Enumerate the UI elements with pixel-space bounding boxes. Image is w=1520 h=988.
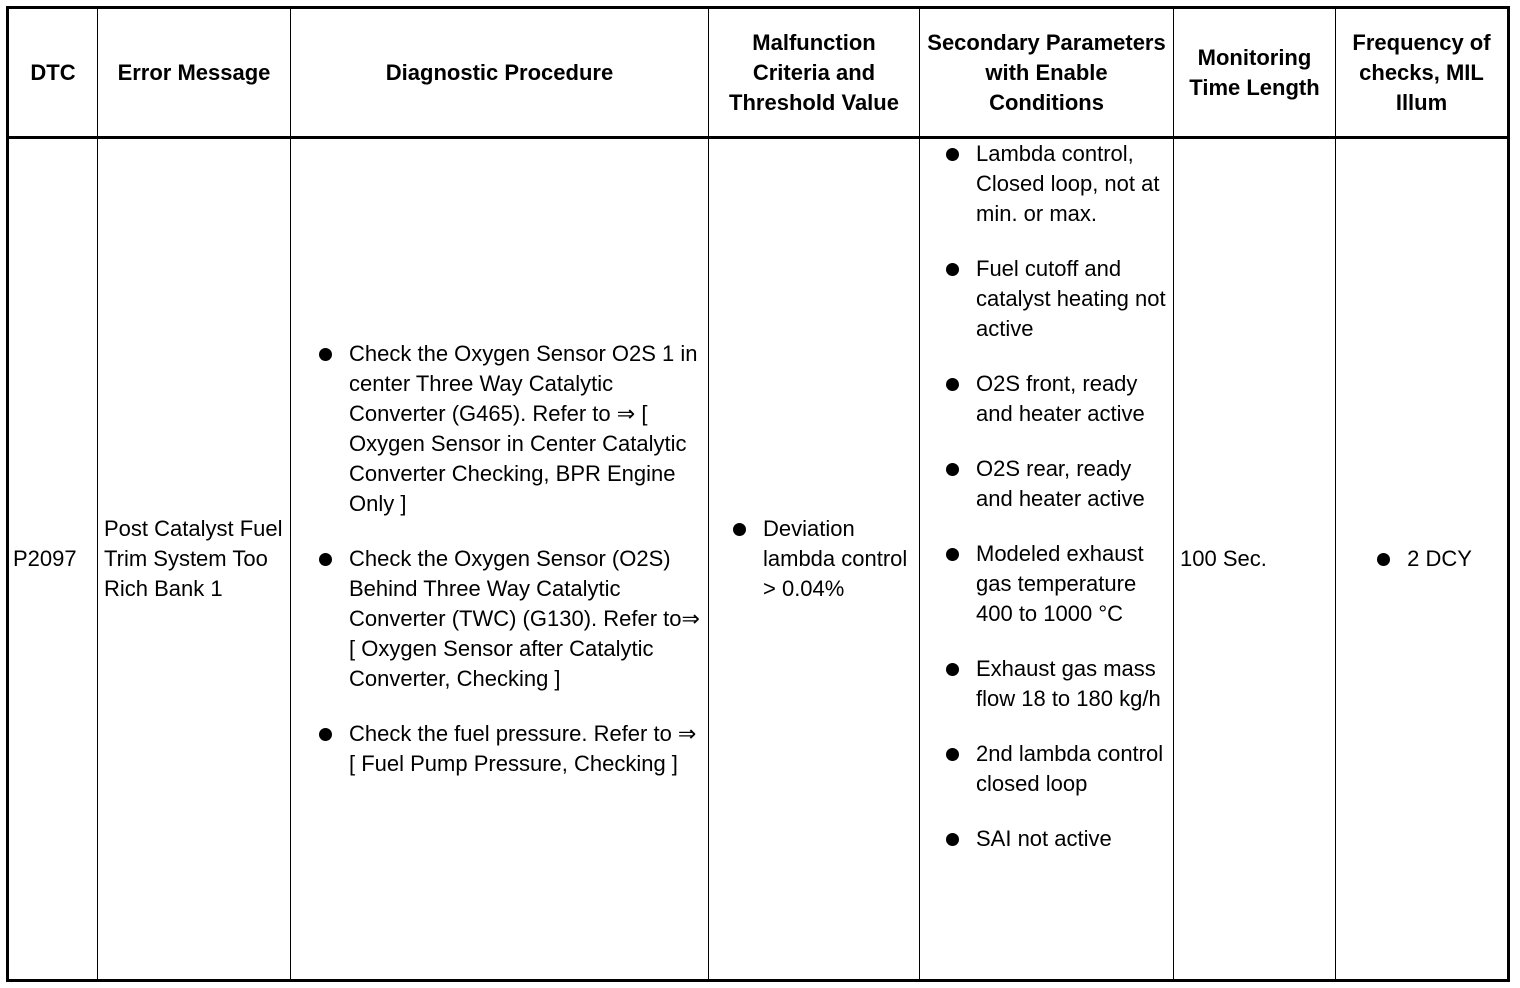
header-error-message: Error Message: [98, 8, 291, 138]
table-row: [8, 138, 1509, 981]
list-item: Check the Oxygen Sensor (O2S) Behind Three Way Catalytic Converter (TWC) (G130). Refer to⇒ [ Oxygen Sensor after Catalytic Converter, Checking ]: [313, 544, 702, 694]
monitoring-time: 100 Sec.: [1174, 138, 1336, 981]
list-item: Fuel cutoff and catalyst heating not active: [940, 254, 1167, 344]
header-frequency: Frequency of checks, MIL Illum: [1336, 8, 1509, 138]
diagnostic-procedure-cell: [291, 138, 709, 981]
list-item: Lambda control, Closed loop, not at min. or max.: [940, 139, 1167, 229]
header-secondary-parameters: Secondary Parameters with Enable Conditions: [920, 8, 1174, 138]
secondary-parameters-cell: [920, 138, 1174, 981]
header-diagnostic-procedure: Diagnostic Procedure: [291, 8, 709, 138]
list-item: Check the Oxygen Sensor O2S 1 in center Three Way Catalytic Converter (G465). Refer to ⇒ [ Oxygen Sensor in Center Catalytic Converter Checking, BPR Engine Only ]: [313, 339, 702, 519]
secondary-parameters-list: [926, 139, 1167, 854]
header-malfunction-criteria: Malfunction Criteria and Threshold Value: [709, 8, 920, 138]
frequency-list: [1371, 544, 1472, 574]
list-item: SAI not active: [940, 824, 1167, 854]
list-item: Check the fuel pressure. Refer to ⇒ [ Fuel Pump Pressure, Checking ]: [313, 719, 702, 779]
frequency-cell: [1336, 138, 1509, 981]
list-item: O2S front, ready and heater active: [940, 369, 1167, 429]
list-item: 2 DCY: [1371, 544, 1472, 574]
list-item: Modeled exhaust gas temperature 400 to 1000 °C: [940, 539, 1167, 629]
header-dtc: DTC: [8, 8, 98, 138]
list-item: O2S rear, ready and heater active: [940, 454, 1167, 514]
dtc-code: P2097: [8, 138, 98, 981]
malfunction-criteria-cell: [709, 138, 920, 981]
dtc-table: [6, 6, 1510, 982]
header-row: [8, 8, 1509, 138]
header-monitoring-time: Monitoring Time Length: [1174, 8, 1336, 138]
list-item: Exhaust gas mass flow 18 to 180 kg/h: [940, 654, 1167, 714]
list-item: Deviation lambda control > 0.04%: [727, 514, 909, 604]
error-message: Post Catalyst Fuel Trim System Too Rich Bank 1: [98, 138, 291, 981]
list-item: 2nd lambda control closed loop: [940, 739, 1167, 799]
criteria-list: [715, 514, 913, 604]
procedure-list: [297, 339, 702, 779]
